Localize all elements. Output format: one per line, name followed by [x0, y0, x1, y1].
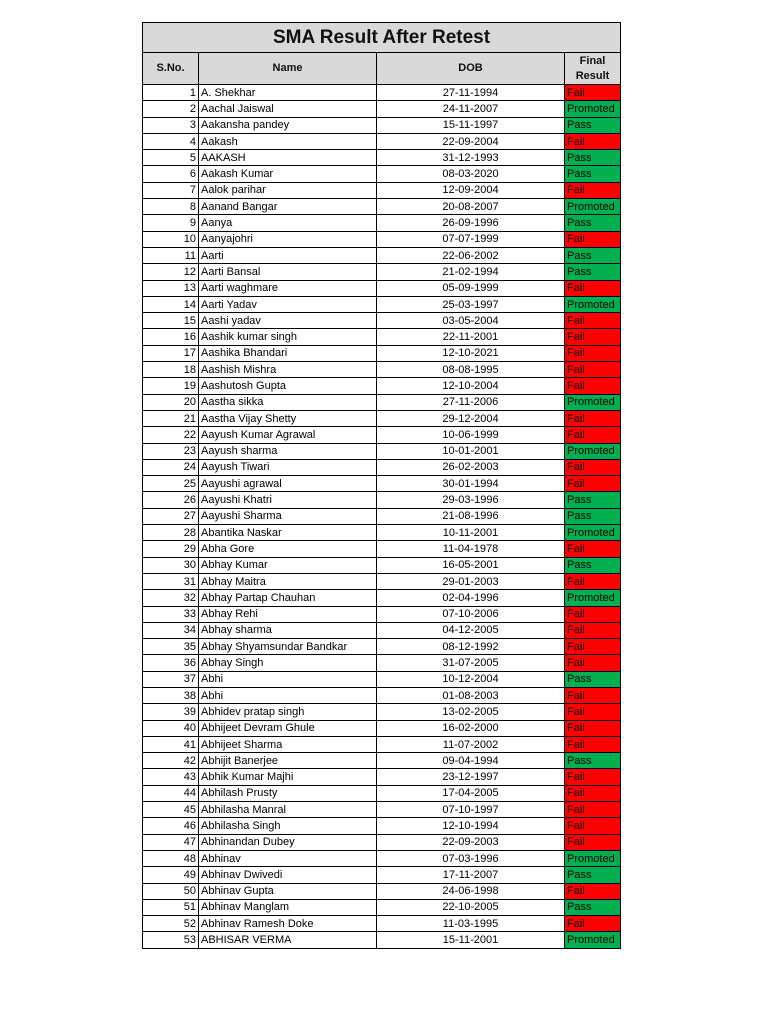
cell-sno: 13: [143, 280, 199, 296]
cell-sno: 8: [143, 199, 199, 215]
cell-name: Aashik kumar singh: [199, 329, 377, 345]
table-row: [143, 736, 621, 752]
cell-name: Abhay sharma: [199, 622, 377, 638]
cell-sno: 44: [143, 785, 199, 801]
cell-dob: 01-08-2003: [377, 687, 565, 703]
cell-dob: 13-02-2005: [377, 704, 565, 720]
cell-dob: 07-10-1997: [377, 802, 565, 818]
cell-name: Aastha Vijay Shetty: [199, 410, 377, 426]
cell-name: Abhilasha Manral: [199, 802, 377, 818]
cell-dob: 27-11-2006: [377, 394, 565, 410]
cell-sno: 37: [143, 671, 199, 687]
cell-name: Abhinav Dwivedi: [199, 867, 377, 883]
cell-name: ABHISAR VERMA: [199, 932, 377, 948]
cell-sno: 36: [143, 655, 199, 671]
cell-sno: 45: [143, 802, 199, 818]
cell-result: Promoted: [565, 443, 621, 459]
cell-result: Fail: [565, 704, 621, 720]
table-row: [143, 117, 621, 133]
cell-result: Pass: [565, 150, 621, 166]
cell-dob: 12-10-2004: [377, 378, 565, 394]
cell-dob: 26-02-2003: [377, 459, 565, 475]
cell-name: A. Shekhar: [199, 85, 377, 101]
cell-sno: 33: [143, 606, 199, 622]
header-result-line1: Final: [579, 54, 606, 67]
cell-result: Fail: [565, 655, 621, 671]
cell-dob: 11-03-1995: [377, 916, 565, 932]
cell-dob: 22-09-2003: [377, 834, 565, 850]
cell-sno: 34: [143, 622, 199, 638]
cell-result: Fail: [565, 345, 621, 361]
cell-result: Fail: [565, 378, 621, 394]
table-row: [143, 296, 621, 312]
cell-name: Abhik Kumar Majhi: [199, 769, 377, 785]
table-row: [143, 899, 621, 915]
cell-dob: 21-08-1996: [377, 508, 565, 524]
cell-sno: 15: [143, 313, 199, 329]
cell-result: Fail: [565, 476, 621, 492]
table-row: [143, 264, 621, 280]
cell-name: Abhijeet Devram Ghule: [199, 720, 377, 736]
cell-name: Abhijit Banerjee: [199, 753, 377, 769]
cell-result: Pass: [565, 215, 621, 231]
table-row: [143, 133, 621, 149]
cell-dob: 15-11-2001: [377, 932, 565, 948]
cell-name: Abhay Rehi: [199, 606, 377, 622]
cell-dob: 29-01-2003: [377, 573, 565, 589]
table-row: [143, 590, 621, 606]
cell-sno: 26: [143, 492, 199, 508]
header-result-line2: Result: [575, 69, 610, 82]
cell-name: Aayush sharma: [199, 443, 377, 459]
cell-dob: 07-03-1996: [377, 850, 565, 866]
table-row: [143, 182, 621, 198]
cell-sno: 4: [143, 133, 199, 149]
cell-sno: 38: [143, 687, 199, 703]
cell-result: Fail: [565, 785, 621, 801]
table-row: [143, 720, 621, 736]
cell-name: Aayushi agrawal: [199, 476, 377, 492]
cell-result: Pass: [565, 753, 621, 769]
table-row: [143, 313, 621, 329]
table-row: [143, 541, 621, 557]
table-row: [143, 802, 621, 818]
table-row: [143, 410, 621, 426]
table-row: [143, 573, 621, 589]
cell-sno: 29: [143, 541, 199, 557]
cell-result: Pass: [565, 166, 621, 182]
table-row: [143, 378, 621, 394]
table-row: [143, 85, 621, 101]
cell-result: Promoted: [565, 296, 621, 312]
cell-result: Fail: [565, 802, 621, 818]
cell-name: Aastha sikka: [199, 394, 377, 410]
cell-result: Fail: [565, 133, 621, 149]
cell-dob: 23-12-1997: [377, 769, 565, 785]
table-row: [143, 916, 621, 932]
cell-sno: 2: [143, 101, 199, 117]
cell-dob: 25-03-1997: [377, 296, 565, 312]
cell-result: Fail: [565, 541, 621, 557]
cell-dob: 22-09-2004: [377, 133, 565, 149]
table-row: [143, 867, 621, 883]
cell-sno: 3: [143, 117, 199, 133]
cell-name: Abhay Singh: [199, 655, 377, 671]
cell-sno: 49: [143, 867, 199, 883]
cell-result: Fail: [565, 573, 621, 589]
cell-result: Promoted: [565, 525, 621, 541]
cell-result: Fail: [565, 639, 621, 655]
cell-sno: 27: [143, 508, 199, 524]
cell-name: Aalok parihar: [199, 182, 377, 198]
cell-result: Fail: [565, 459, 621, 475]
cell-name: Aayushi Khatri: [199, 492, 377, 508]
cell-dob: 31-07-2005: [377, 655, 565, 671]
table-row: [143, 557, 621, 573]
cell-name: Abha Gore: [199, 541, 377, 557]
cell-dob: 20-08-2007: [377, 199, 565, 215]
cell-result: Promoted: [565, 590, 621, 606]
cell-sno: 23: [143, 443, 199, 459]
table-row: [143, 850, 621, 866]
cell-sno: 48: [143, 850, 199, 866]
table-row: [143, 247, 621, 263]
table-row: [143, 443, 621, 459]
cell-name: Aashika Bhandari: [199, 345, 377, 361]
table-row: [143, 329, 621, 345]
table-row: [143, 459, 621, 475]
cell-result: Fail: [565, 720, 621, 736]
cell-dob: 17-04-2005: [377, 785, 565, 801]
cell-name: Aanyajohri: [199, 231, 377, 247]
cell-result: Promoted: [565, 932, 621, 948]
cell-dob: 24-11-2007: [377, 101, 565, 117]
cell-sno: 9: [143, 215, 199, 231]
cell-name: Abhay Shyamsundar Bandkar: [199, 639, 377, 655]
cell-dob: 30-01-1994: [377, 476, 565, 492]
cell-sno: 24: [143, 459, 199, 475]
table-row: [143, 150, 621, 166]
cell-sno: 35: [143, 639, 199, 655]
cell-sno: 31: [143, 573, 199, 589]
table-row: [143, 231, 621, 247]
table-row: [143, 362, 621, 378]
cell-result: Pass: [565, 117, 621, 133]
cell-name: Abhinav Ramesh Doke: [199, 916, 377, 932]
cell-dob: 07-07-1999: [377, 231, 565, 247]
cell-dob: 15-11-1997: [377, 117, 565, 133]
cell-result: Fail: [565, 736, 621, 752]
cell-name: Abhijeet Sharma: [199, 736, 377, 752]
cell-result: Fail: [565, 329, 621, 345]
cell-name: Aayush Tiwari: [199, 459, 377, 475]
cell-result: Fail: [565, 410, 621, 426]
table-row: [143, 508, 621, 524]
cell-result: Fail: [565, 818, 621, 834]
table-row: [143, 687, 621, 703]
cell-name: Aashish Mishra: [199, 362, 377, 378]
cell-result: Fail: [565, 883, 621, 899]
cell-dob: 16-05-2001: [377, 557, 565, 573]
cell-dob: 03-05-2004: [377, 313, 565, 329]
cell-sno: 11: [143, 247, 199, 263]
cell-dob: 29-03-1996: [377, 492, 565, 508]
cell-result: Pass: [565, 899, 621, 915]
cell-name: Aayush Kumar Agrawal: [199, 427, 377, 443]
cell-name: Aarti Bansal: [199, 264, 377, 280]
cell-dob: 05-09-1999: [377, 280, 565, 296]
cell-sno: 51: [143, 899, 199, 915]
cell-dob: 12-10-1994: [377, 818, 565, 834]
cell-sno: 1: [143, 85, 199, 101]
cell-sno: 25: [143, 476, 199, 492]
cell-sno: 53: [143, 932, 199, 948]
cell-dob: 27-11-1994: [377, 85, 565, 101]
cell-result: Promoted: [565, 850, 621, 866]
cell-name: Aanand Bangar: [199, 199, 377, 215]
table-body: [143, 85, 621, 949]
cell-sno: 30: [143, 557, 199, 573]
table-row: [143, 883, 621, 899]
cell-sno: 40: [143, 720, 199, 736]
cell-sno: 17: [143, 345, 199, 361]
cell-sno: 41: [143, 736, 199, 752]
cell-name: AAKASH: [199, 150, 377, 166]
table-row: [143, 427, 621, 443]
cell-result: Fail: [565, 834, 621, 850]
cell-name: Aakash: [199, 133, 377, 149]
cell-dob: 22-11-2001: [377, 329, 565, 345]
cell-name: Aakansha pandey: [199, 117, 377, 133]
cell-result: Pass: [565, 264, 621, 280]
cell-name: Aakash Kumar: [199, 166, 377, 182]
cell-dob: 04-12-2005: [377, 622, 565, 638]
cell-result: Fail: [565, 85, 621, 101]
table-row: [143, 769, 621, 785]
cell-result: Fail: [565, 687, 621, 703]
cell-dob: 16-02-2000: [377, 720, 565, 736]
table-row: [143, 606, 621, 622]
cell-sno: 22: [143, 427, 199, 443]
cell-sno: 43: [143, 769, 199, 785]
cell-sno: 12: [143, 264, 199, 280]
table-row: [143, 394, 621, 410]
results-table: [142, 22, 621, 949]
header-final-result: [565, 53, 621, 85]
cell-dob: 12-09-2004: [377, 182, 565, 198]
cell-sno: 46: [143, 818, 199, 834]
table-row: [143, 345, 621, 361]
cell-name: Abhinandan Dubey: [199, 834, 377, 850]
cell-sno: 6: [143, 166, 199, 182]
cell-dob: 02-04-1996: [377, 590, 565, 606]
cell-result: Fail: [565, 622, 621, 638]
cell-dob: 07-10-2006: [377, 606, 565, 622]
cell-result: Promoted: [565, 199, 621, 215]
cell-name: Aayushi Sharma: [199, 508, 377, 524]
cell-dob: 12-10-2021: [377, 345, 565, 361]
cell-result: Pass: [565, 557, 621, 573]
cell-dob: 08-03-2020: [377, 166, 565, 182]
cell-result: Pass: [565, 867, 621, 883]
table-row: [143, 492, 621, 508]
cell-sno: 19: [143, 378, 199, 394]
header-row: [143, 53, 621, 85]
table-row: [143, 834, 621, 850]
table-row: [143, 622, 621, 638]
cell-sno: 16: [143, 329, 199, 345]
cell-sno: 20: [143, 394, 199, 410]
table-row: [143, 753, 621, 769]
cell-name: Aarti Yadav: [199, 296, 377, 312]
cell-sno: 10: [143, 231, 199, 247]
cell-dob: 08-08-1995: [377, 362, 565, 378]
cell-dob: 17-11-2007: [377, 867, 565, 883]
cell-result: Pass: [565, 671, 621, 687]
table-row: [143, 525, 621, 541]
cell-dob: 21-02-1994: [377, 264, 565, 280]
cell-dob: 10-06-1999: [377, 427, 565, 443]
cell-name: Abhinav: [199, 850, 377, 866]
cell-name: Abhinav Manglam: [199, 899, 377, 915]
cell-name: Abhay Kumar: [199, 557, 377, 573]
cell-name: Abhay Partap Chauhan: [199, 590, 377, 606]
cell-sno: 14: [143, 296, 199, 312]
cell-result: Fail: [565, 280, 621, 296]
cell-dob: 11-07-2002: [377, 736, 565, 752]
table-row: [143, 932, 621, 948]
cell-dob: 10-12-2004: [377, 671, 565, 687]
cell-sno: 32: [143, 590, 199, 606]
header-name: Name: [199, 53, 377, 85]
cell-name: Abhilasha Singh: [199, 818, 377, 834]
cell-dob: 22-06-2002: [377, 247, 565, 263]
cell-dob: 10-11-2001: [377, 525, 565, 541]
cell-name: Aanya: [199, 215, 377, 231]
table-row: [143, 215, 621, 231]
cell-name: Abhi: [199, 671, 377, 687]
cell-result: Fail: [565, 313, 621, 329]
cell-result: Fail: [565, 362, 621, 378]
cell-name: Abhi: [199, 687, 377, 703]
cell-sno: 39: [143, 704, 199, 720]
cell-name: Abantika Naskar: [199, 525, 377, 541]
table-row: [143, 476, 621, 492]
cell-sno: 47: [143, 834, 199, 850]
cell-dob: 08-12-1992: [377, 639, 565, 655]
table-row: [143, 639, 621, 655]
cell-result: Fail: [565, 606, 621, 622]
cell-sno: 52: [143, 916, 199, 932]
cell-result: Fail: [565, 231, 621, 247]
cell-result: Fail: [565, 769, 621, 785]
table-row: [143, 671, 621, 687]
cell-name: Aachal Jaiswal: [199, 101, 377, 117]
cell-name: Aashutosh Gupta: [199, 378, 377, 394]
cell-name: Abhinav Gupta: [199, 883, 377, 899]
cell-dob: 11-04-1978: [377, 541, 565, 557]
table-row: [143, 199, 621, 215]
cell-dob: 24-06-1998: [377, 883, 565, 899]
cell-name: Abhilash Prusty: [199, 785, 377, 801]
cell-name: Aarti waghmare: [199, 280, 377, 296]
cell-name: Aashi yadav: [199, 313, 377, 329]
table-row: [143, 166, 621, 182]
cell-name: Abhidev pratap singh: [199, 704, 377, 720]
cell-name: Aarti: [199, 247, 377, 263]
cell-sno: 7: [143, 182, 199, 198]
cell-result: Fail: [565, 182, 621, 198]
cell-result: Fail: [565, 427, 621, 443]
table-row: [143, 785, 621, 801]
cell-dob: 29-12-2004: [377, 410, 565, 426]
cell-result: Pass: [565, 492, 621, 508]
cell-result: Pass: [565, 508, 621, 524]
cell-dob: 31-12-1993: [377, 150, 565, 166]
sheet-title: SMA Result After Retest: [143, 23, 621, 53]
cell-sno: 42: [143, 753, 199, 769]
table-row: [143, 101, 621, 117]
table-row: [143, 655, 621, 671]
cell-dob: 10-01-2001: [377, 443, 565, 459]
cell-dob: 09-04-1994: [377, 753, 565, 769]
cell-result: Pass: [565, 247, 621, 263]
table-row: [143, 704, 621, 720]
cell-sno: 5: [143, 150, 199, 166]
cell-sno: 50: [143, 883, 199, 899]
table-row: [143, 818, 621, 834]
cell-dob: 22-10-2005: [377, 899, 565, 915]
cell-result: Promoted: [565, 101, 621, 117]
cell-dob: 26-09-1996: [377, 215, 565, 231]
cell-result: Promoted: [565, 394, 621, 410]
cell-name: Abhay Maitra: [199, 573, 377, 589]
table-row: [143, 280, 621, 296]
cell-sno: 18: [143, 362, 199, 378]
cell-sno: 21: [143, 410, 199, 426]
cell-sno: 28: [143, 525, 199, 541]
header-dob: DOB: [377, 53, 565, 85]
cell-result: Fail: [565, 916, 621, 932]
header-sno: S.No.: [143, 53, 199, 85]
